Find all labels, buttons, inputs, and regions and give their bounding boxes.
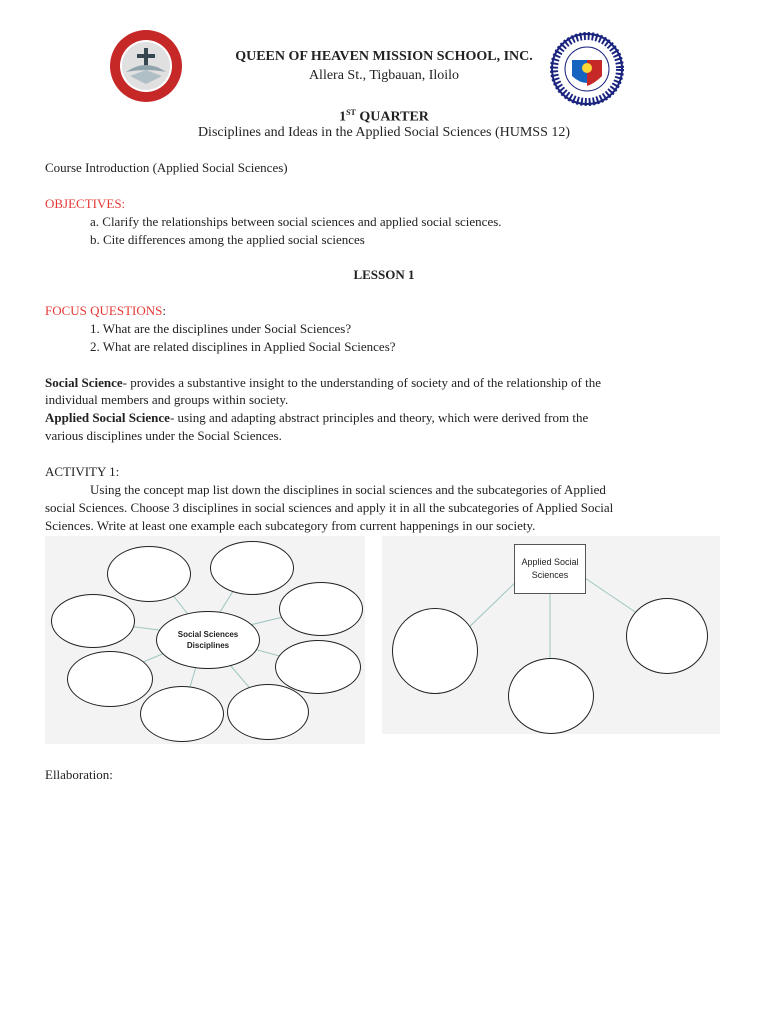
focus-heading-text: FOCUS QUESTIONS <box>45 303 163 318</box>
school-address: Allera St., Tigbauan, Iloilo <box>308 68 460 83</box>
social-sciences-disciplines-node <box>156 611 260 669</box>
school-name: QUEEN OF HEAVEN MISSION SCHOOL, INC. <box>235 49 533 64</box>
social-science-text: - provides a substantive insight to the understanding of society and of the relationship of the <box>122 375 602 390</box>
applied-social-science-definition-cont: various disciplines under the Social Sciences. <box>45 428 282 443</box>
empty-bubble[interactable] <box>67 651 153 707</box>
empty-bubble[interactable] <box>508 658 594 734</box>
elaboration-label: Ellaboration: <box>45 767 113 782</box>
focus-heading-colon: : <box>162 303 167 318</box>
box-node-label: Applied Social <box>521 557 579 567</box>
focus-questions-heading <box>45 302 166 320</box>
activity-heading: ACTIVITY 1: <box>45 464 120 479</box>
quarter-number: 1 <box>339 109 347 125</box>
focus-question-item: 1. What are the disciplines under Social Sciences? <box>90 321 352 336</box>
empty-bubble[interactable] <box>227 684 309 740</box>
applied-social-science-text: - using and adapting abstract principles and theory, which were derived from the <box>169 410 589 425</box>
empty-bubble[interactable] <box>626 598 708 674</box>
activity-instructions-line: Using the concept map list down the disciplines in social sciences and the subcategories of Applied <box>90 482 606 497</box>
social-science-definition <box>45 374 601 392</box>
quarter-superscript: ST <box>346 108 356 117</box>
empty-bubble[interactable] <box>392 608 478 694</box>
subject-title: Disciplines and Ideas in the Applied Social Sciences (HUMSS 12) <box>197 125 571 140</box>
center-node-label: Social Sciences <box>177 630 239 639</box>
quarter-word: QUARTER <box>359 109 429 125</box>
empty-bubble[interactable] <box>279 582 363 636</box>
box-node-label: Sciences <box>531 570 569 580</box>
course-intro: Course Introduction (Applied Social Sciences) <box>45 160 288 175</box>
objective-item: b. Cite differences among the applied social sciences <box>90 232 365 247</box>
empty-bubble[interactable] <box>107 546 191 602</box>
applied-social-science-definition <box>45 409 588 427</box>
lesson-title: LESSON 1 <box>353 267 415 282</box>
social-science-term: Social Science <box>45 375 123 390</box>
social-science-definition-cont: individual members and groups within society. <box>45 392 289 407</box>
empty-bubble[interactable] <box>140 686 224 742</box>
applied-social-sciences-node <box>514 544 586 594</box>
activity-instructions-line: Sciences. Write at least one example each subcategory from current happenings in our society. <box>45 518 536 533</box>
social-sciences-concept-map <box>45 536 365 744</box>
objective-item: a. Clarify the relationships between social sciences and applied social sciences. <box>90 214 502 229</box>
school-seal-logo <box>108 28 184 104</box>
focus-question-item: 2. What are related disciplines in Applied Social Sciences? <box>90 339 396 354</box>
applied-social-science-term: Applied Social Science <box>45 410 170 425</box>
center-node-label: Disciplines <box>186 641 230 650</box>
activity-instructions-line: social Sciences. Choose 3 disciplines in social sciences and apply it in all the subcategories of Applied Social <box>45 500 614 515</box>
empty-bubble[interactable] <box>51 594 135 648</box>
empty-bubble[interactable] <box>210 541 294 595</box>
applied-social-sciences-concept-map <box>382 536 720 734</box>
objectives-heading: OBJECTIVES: <box>45 196 126 211</box>
empty-bubble[interactable] <box>275 640 361 694</box>
